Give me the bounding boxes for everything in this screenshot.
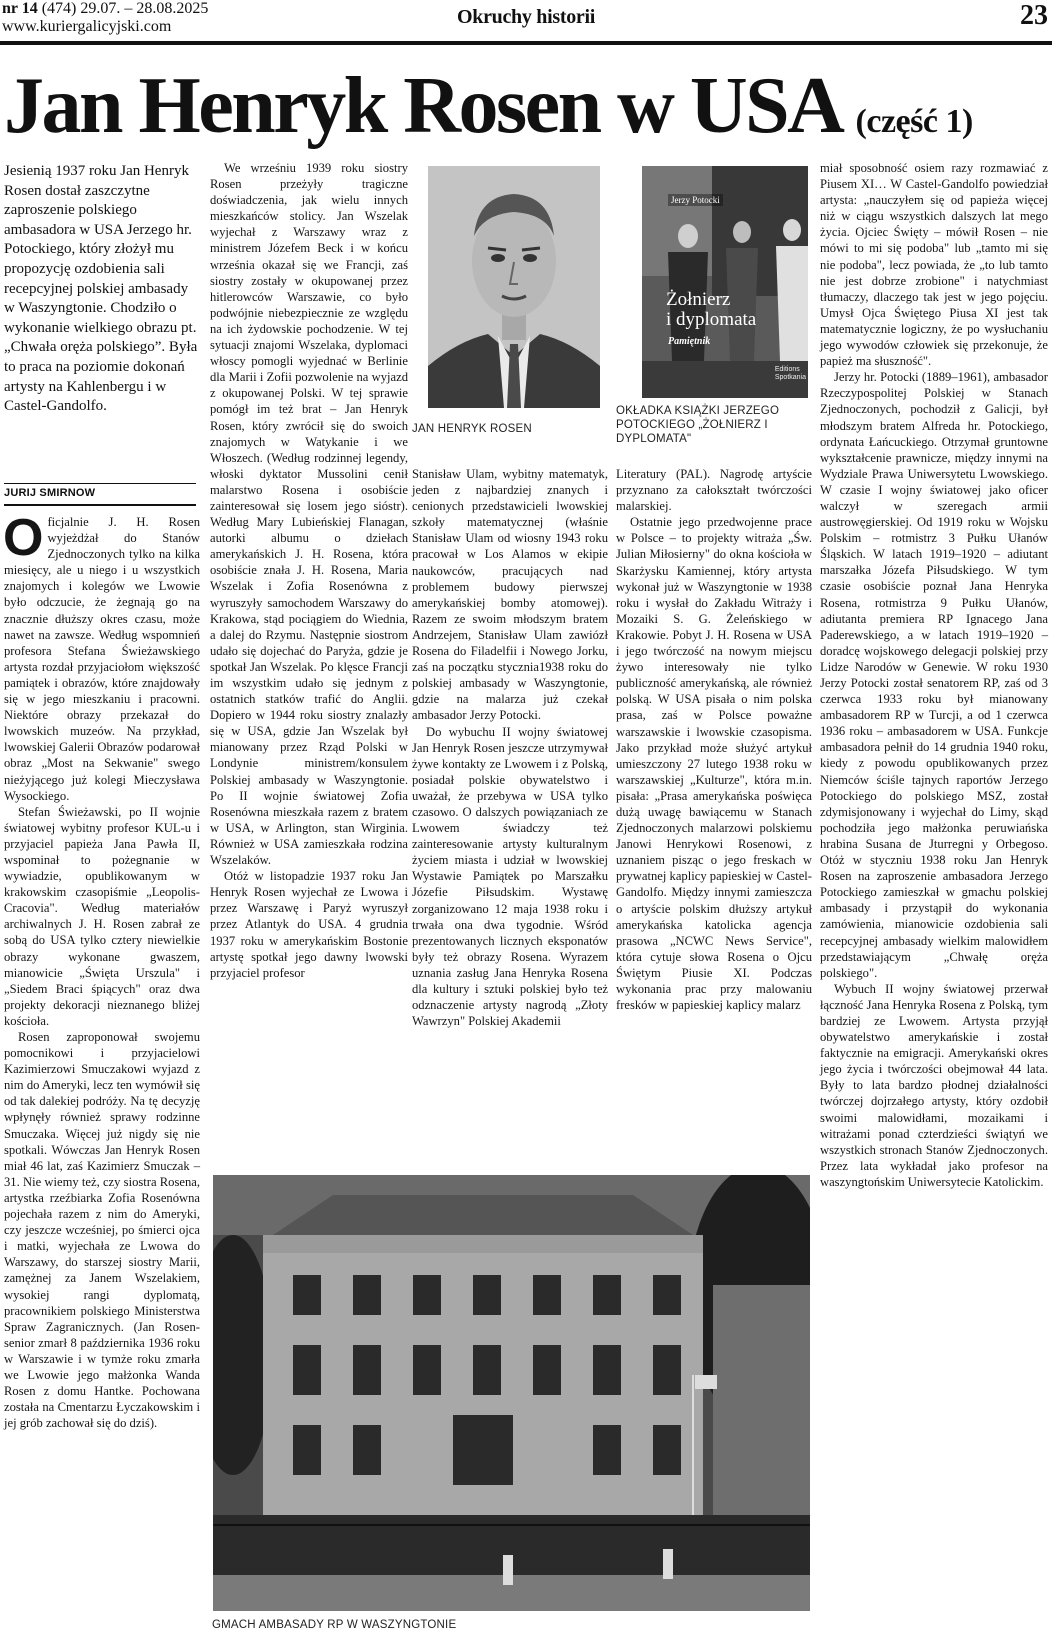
- book-cover-caption: OKŁADKA KSIĄŻKI JERZEGO POTOCKIEGO „ŻOŁNIERZ I DYPLOMATA": [616, 405, 780, 445]
- article-column-3: [412, 466, 608, 1029]
- article-column-5: [820, 160, 1048, 1190]
- article-column-1: [3, 509, 200, 1431]
- paragraph: Rosen zaproponował swojemu pomocnikowi i przyjacielowi Kazimierzowi Smuczakowi wyjazd z nim do Ameryki, lecz ten wymówił się od tak dalekiej podróży. Na tę decyzję wpłynęły również sprawy rodzinne Smuczaka. Więcej już nigdy się nie spotkali. Wówczas Jan Henryk Rosen miał 46 lat, zaś Kazimierz Smuczak – 31. Nie wiemy też, czy siostra Rosena, artystka rzeźbiarka Zofia Rosenówna pojechała razem z nim do Ameryki, czy jeszcze wcześniej, po śmierci ojca i matki, wyjechała ze Lwowa do Warszawy, do starszej siostry Marii, zamężnej za Janem Wszelakiem, wysokiej rangi dyplomatą, pracownikiem polskiego Ministerstwa Spraw Zagranicznych. (Jan Rosen-senior zmarł 8 października 1936 roku w Warszawie i w tymże roku zmarła we Lwowie jego małżonka Wanda Rosen z domu Hantke. Pochowana została na Cmentarzu Łyczakowskim i jej grób zachował się do dziś).: [4, 1030, 200, 1431]
- article-title: [4, 62, 973, 162]
- book-cover-figures: [642, 166, 808, 398]
- cover-subtitle: Pamiętnik: [668, 336, 711, 347]
- cover-title: [666, 290, 756, 330]
- drop-cap: O: [3, 509, 44, 567]
- byline-rule: [4, 483, 196, 484]
- paragraph: Jerzy hr. Potocki (1889–1961), ambasador Rzeczypospolitej Polskiej w Stanach Zjednoczonych, pochodził z Galicji, był młodszym bratem Alfreda hr. Potockiego, ordynata Łańcuckiego. Otrzymał gruntowne wykształcenie prawnicze, między innymi na Wydziale Prawa Uniwersytetu Lwowskiego. W czasie I wojny światowej jako oficer walczył w szeregach armii austrowęgierskiej. Od 1919 roku w Wojsku Polskim – rotmistrz 3 Pułku Ułanów Śląskich. W latach 1919–1920 – adiutant marszałka Józefa Piłsudskiego. W tym czasie osobiście poznał Jana Henryka Rosena, rotmistrza 9 Pułku Ułanów, adiutanta premiera RP Ignacego Jana Paderewskiego, a w latach 1919–1920 – doradcę wojskowego delegacji polskiej przy Lidze Narodów w Genewie. W roku 1930 Jerzy Potocki został senatorem RP, zaś od 3 czerwca 1933 roku był mianowany ambasadorem RP w Turcji, a od 1 czerwca 1936 roku – ambasadorem w USA. Funkcje ambasadora pełnił do 14 grudnia 1940 roku, kiedy z powodu opublikowanych przez Niemców ściśle tajnych raportów Jerzego Potockiego do polskiego MSZ, został zdymisjonowany i wyjechał do Limy, skąd pochodziła jego małżonka peruwiańska hrabina Susana de Jturregni y Orbegoso. Otóż w styczniu 1938 roku Jan Henryk Rosen na zaproszenie ambasadora Jerzego Potockiego zamieszkał w gmachu polskiej ambasady i przystąpił do wykonania zamówienia, mianowicie ozdobienia sali recepcyjnej ambasady wielkim malowidłem przedstawiającym „Chwałę oręża polskiego".: [820, 370, 1048, 980]
- paragraph: [3, 509, 200, 804]
- publisher-line-2: Spotkania: [774, 374, 806, 381]
- embassy-building-photo: [213, 1175, 810, 1611]
- publisher-line-1: Editions: [774, 366, 800, 373]
- paragraph: Wybuch II wojny światowej przerwał łączność Jana Henryka Rosena z Polską, tym bardziej ze Lwowem. Artysta przyjął obywatelstwo amerykańskie i został faktycznie na emigracji. Amerykański okres jego życia i twórczości obejmował 44 lata. Były to lata bardzo płodnej działalności twórczej dojrzałego artysty, który ozdobił swoimi malowidłami, mozaikami i witrażami ponad czterdzieści świątyń we wszystkich stronach Stanów Zjednoczonych. Przez lata wykładał jako profesor na waszyngtońskim Uniwersytecie Katolickim.: [820, 981, 1048, 1189]
- page-number: 23: [1020, 0, 1048, 31]
- embassy-building-illustration: [213, 1175, 810, 1611]
- portrait-illustration: [428, 166, 600, 408]
- paragraph: Ostatnie jego przedwojenne prace w Polsce – to projekty witraża „Św. Julian Miłosierny" do okna kościoła w Skarżysku Kamiennej, który artysta wykonał już w Waszyngtonie w 1938 roku i wysłał do Zakładu Witraży i Mozaiki S. G. Żeleńskiego w Krakowie. Pobyt J. H. Rosena w USA i jego twórczość na nowym miejscu żywo interesowały nie tylko publiczność amerykańską, ale również polską. W USA pisała o nim polska prasa, zaś w Polsce poważne warszawskie i lwowskie czasopisma. Jako przykład może służyć artykuł umieszczony 27 lutego 1938 roku w warszawskiej „Kulturze", która m.in. pisała: „Prasa amerykańska poświęca dużą uwagę bawiącemu w Stanach Zjednoczonych malarzowi polskiemu Janowi Henrykowi Rosenowi, z uznaniem pisząc o jego freskach w prywatnej kaplicy papieskiej w Castel-Gandolfo. Między innymi zamieszcza o artyście polskim dłuższy artykuł amerykańska katolicka agencja prasowa „NCWC News Service", która cytuje słowa Rosena o Ojcu Świętym Piusie XI. Podczas wykonania prac przy malowaniu fresków w papieskiej kaplicy malarz: [616, 515, 812, 1013]
- paragraph: Literatury (PAL). Nagrodę artyście przyznano za całokształt twórczości malarskiej.: [616, 467, 812, 514]
- cover-title-line-2: i dyplomata: [666, 309, 757, 330]
- paragraph: Stefan Świeżawski, po II wojnie światowej wybitny profesor KUL-u i przyjaciel papieża Jana Pawła II, wspominał to pożegnanie w wywiadzie, opublikowanym w krakowskim czasopiśmie „Leopolis-Cracovia". Według materiałów archiwalnych J. H. Rosen zabrał ze sobą do USA tylko cztery niewielkie obrazy wykonane gwaszem, mianowicie „Święta Urszula" i „Siedem Braci śpiących" oraz dwa projekty dekoracji nieznanego bliżej kościoła.: [4, 804, 200, 1028]
- paragraph-text: ficjalnie J. H. Rosen wyjeżdżał do Stanów Zjednoczonych tylko na kilka miesięcy, ale u niego i u wszystkich znajomych i kolegów we Lwowie było odczucie, że żegnają go na znacznie dłuższy okres czasu, może nawet na zawsze. Według wspomnień profesora Stefana Świeżawskiego artysta rozdał przyjaciołom większość pamiątek i obrazów, które znajdowały się w jego mieszkaniu i pracowni. Niektóre obrazy przekazał do lwowskich muzeów. Na przykład, lwowskiej Galerii Obrazów podarował obraz „Most na Sekwanie" swego nieżyjącego już kolegi Mieczysława Wysockiego.: [4, 515, 200, 803]
- paragraph: Do wybuchu II wojny światowej Jan Henryk Rosen jeszcze utrzymywał żywe kontakty ze Lwowem i z Polską, posiadał polskie obywatelstwo i uważał, że przebywa w USA tylko czasowo. O dalszych powiązaniach ze Lwowem świadczy też zainteresowanie artysty kulturalnym życiem miasta i udział w lwowskiej Wystawie Pamiątek po Marszałku Józefie Piłsudskim. Wystawę zorganizowano 12 maja 1938 roku i trwała ona dwa tygodnie. Wśród prezentowanych licznych eksponatów były też obrazy Rosena. Wyrazem uznania zasług Jana Henryka Rosena dla kultury i sztuki polskiej było też odznaczenie artysty nagrodą „Złoty Wawrzyn" Polskiej Akademii: [412, 724, 608, 1029]
- cover-title-line-1: Żołnierz: [666, 289, 731, 310]
- website-url[interactable]: www.kuriergalicyjski.com: [2, 18, 172, 35]
- building-caption: GMACH AMBASADY RP W WASZYNGTONIE: [212, 1619, 457, 1631]
- cover-author: Jerzy Potocki: [668, 194, 723, 206]
- cover-publisher: [775, 366, 806, 382]
- article-column-2: [210, 160, 408, 981]
- article-lead: Jesienią 1937 roku Jan Henryk Rosen dostał zaszczytne zaproszenie polskiego ambasadora w USA Jerzego hr. Potockiego, który złożył mu propozycję ozdobienia sali recepcyjnej polskiej ambasady w Waszyngtonie. Chodziło o wykonanie wielkiego obrazu pt. „Chwała oręża polskiego”. Była to praca na poziomie dokonań artysty na Kahlenbergu i w Castel-Gandolfo.: [4, 163, 198, 415]
- issue-dates: (474) 29.07. – 28.08.2025: [37, 0, 209, 17]
- article-column-4: [616, 466, 812, 1013]
- portrait-photo: [428, 166, 600, 408]
- paragraph: Otóż w listopadzie 1937 roku Jan Henryk Rosen wyjechał ze Lwowa i przez Warszawę i Paryż wyruszył przez Atlantyk do USA. 4 grudnia 1937 roku w amerykańskim Bostonie artystę spotkał jego dawny lwowski przyjaciel profesor: [210, 869, 408, 980]
- page-header: [0, 0, 1052, 44]
- byline-rule-bottom: [4, 504, 196, 506]
- book-cover-image: [642, 166, 808, 398]
- article-title-part: (część 1): [855, 103, 973, 140]
- author-byline: JURIJ SMIRNOW: [4, 487, 96, 499]
- paragraph: Stanisław Ulam, wybitny matematyk, jeden z najbardziej znanych i cenionych przedstawicieli lwowskiej szkoły matematycznej (właśnie Stanisław Ulam od wiosny 1943 roku pracował w Los Alamos w ekipie naukowców, pracujących nad problemem budowy pierwszej amerykańskiej bomby atomowej). Razem ze swoim młodszym bratem Andrzejem, Stanisław Ulam zawiózł Rosena do Filadelfii i Nowego Jorku, zaś na początku stycznia1938 roku do polskiej ambasady w Waszyngtonie, gdzie na malarza już czekał ambasador Jerzy Potocki.: [412, 467, 608, 723]
- header-rule: [0, 41, 1052, 45]
- paragraph: We wrześniu 1939 roku siostry Rosen przeżyły tragiczne doświadczenia, jak wielu innych mieszkańców stolicy. Jan Wszelak wyjechał z Warszawy wraz z ministrem Józefem Beck i w końcu września okazał się we Francji, zaś siostry zostały w okupowanej przez hitlerowców Warszawie, co było podwójnie niebezpiecznie ze względu na ich żydowskie pochodzenie. W tej sytuacji znajomi Wszelaka, dyplomaci włoscy pomogli wyjednać w Berlinie dla Marii i Zofii pozwolenie na wyjazd z okupowanej Polski. W tej sprawie pomógł im też brat – Jan Henryk Rosen, który zwrócił się do swoich znajomych w Watykanie i we Włoszech. (Według rodzinnej legendy, włoski dyktator Mussolini cenił malarstwo Rosena i osobiście zainteresował się losem jego sióstr). Według Mary Lubieńskiej Flanagan, autorki albumu o dziełach amerykańskich J. H. Rosena, która osobiście znała J. H. Rosena, Maria Wszelak i Zofia Rosenówna z wyruszyły samochodem Warszawy do Krakowa, stąd pociągiem do Wiednia, a dalej do Rzymu. Następnie siostrom udało się dojechać do Paryża, gdzie je spotkał Jan Wszelak. Po klęsce Francji im wszystkim udało się jednym z ostatnich statków trafić do Anglii. Dopiero w 1944 roku siostry znalazły się w USA, gdzie Jan Wszelak był mianowany przez Rząd Polski w Londynie ministrem/konsulem Polskiej ambasady w Waszyngtonie. Po II wojnie światowej Zofia Rosenówna mieszkała razem z bratem w USA, w Arlington, stan Wirginia. Również w USA zamieszkała rodzina Wszelaków.: [210, 161, 408, 868]
- issue-number: nr 14: [2, 0, 38, 17]
- paragraph: miał sposobność osiem razy rozmawiać z Piusem XI… W Castel-Gandolfo powiedział artysta: „nauczyłem się od papieża więcej niż w ciągu wszystkich dalszych lat mego życia. Ojciec Święty – mówił Rosen – nie mówi to mi się podoba" lub „tamto mi się nie podoba", lecz powiada, że „to lub tamto nie jest dobrze zrobione" i natychmiast tłumaczy, dlaczego tak jest w jego pojęciu. Umysł Ojca Świętego Piusa XI jest tak matematycznie logiczny, że po wysłuchaniu jego wywodów człowiek się przekonuje, że papież ma słuszność".: [820, 161, 1048, 369]
- section-title: Okruchy historii: [457, 6, 595, 28]
- portrait-caption: JAN HENRYK ROSEN: [412, 423, 532, 435]
- article-title-main: Jan Henryk Rosen w USA: [4, 62, 839, 150]
